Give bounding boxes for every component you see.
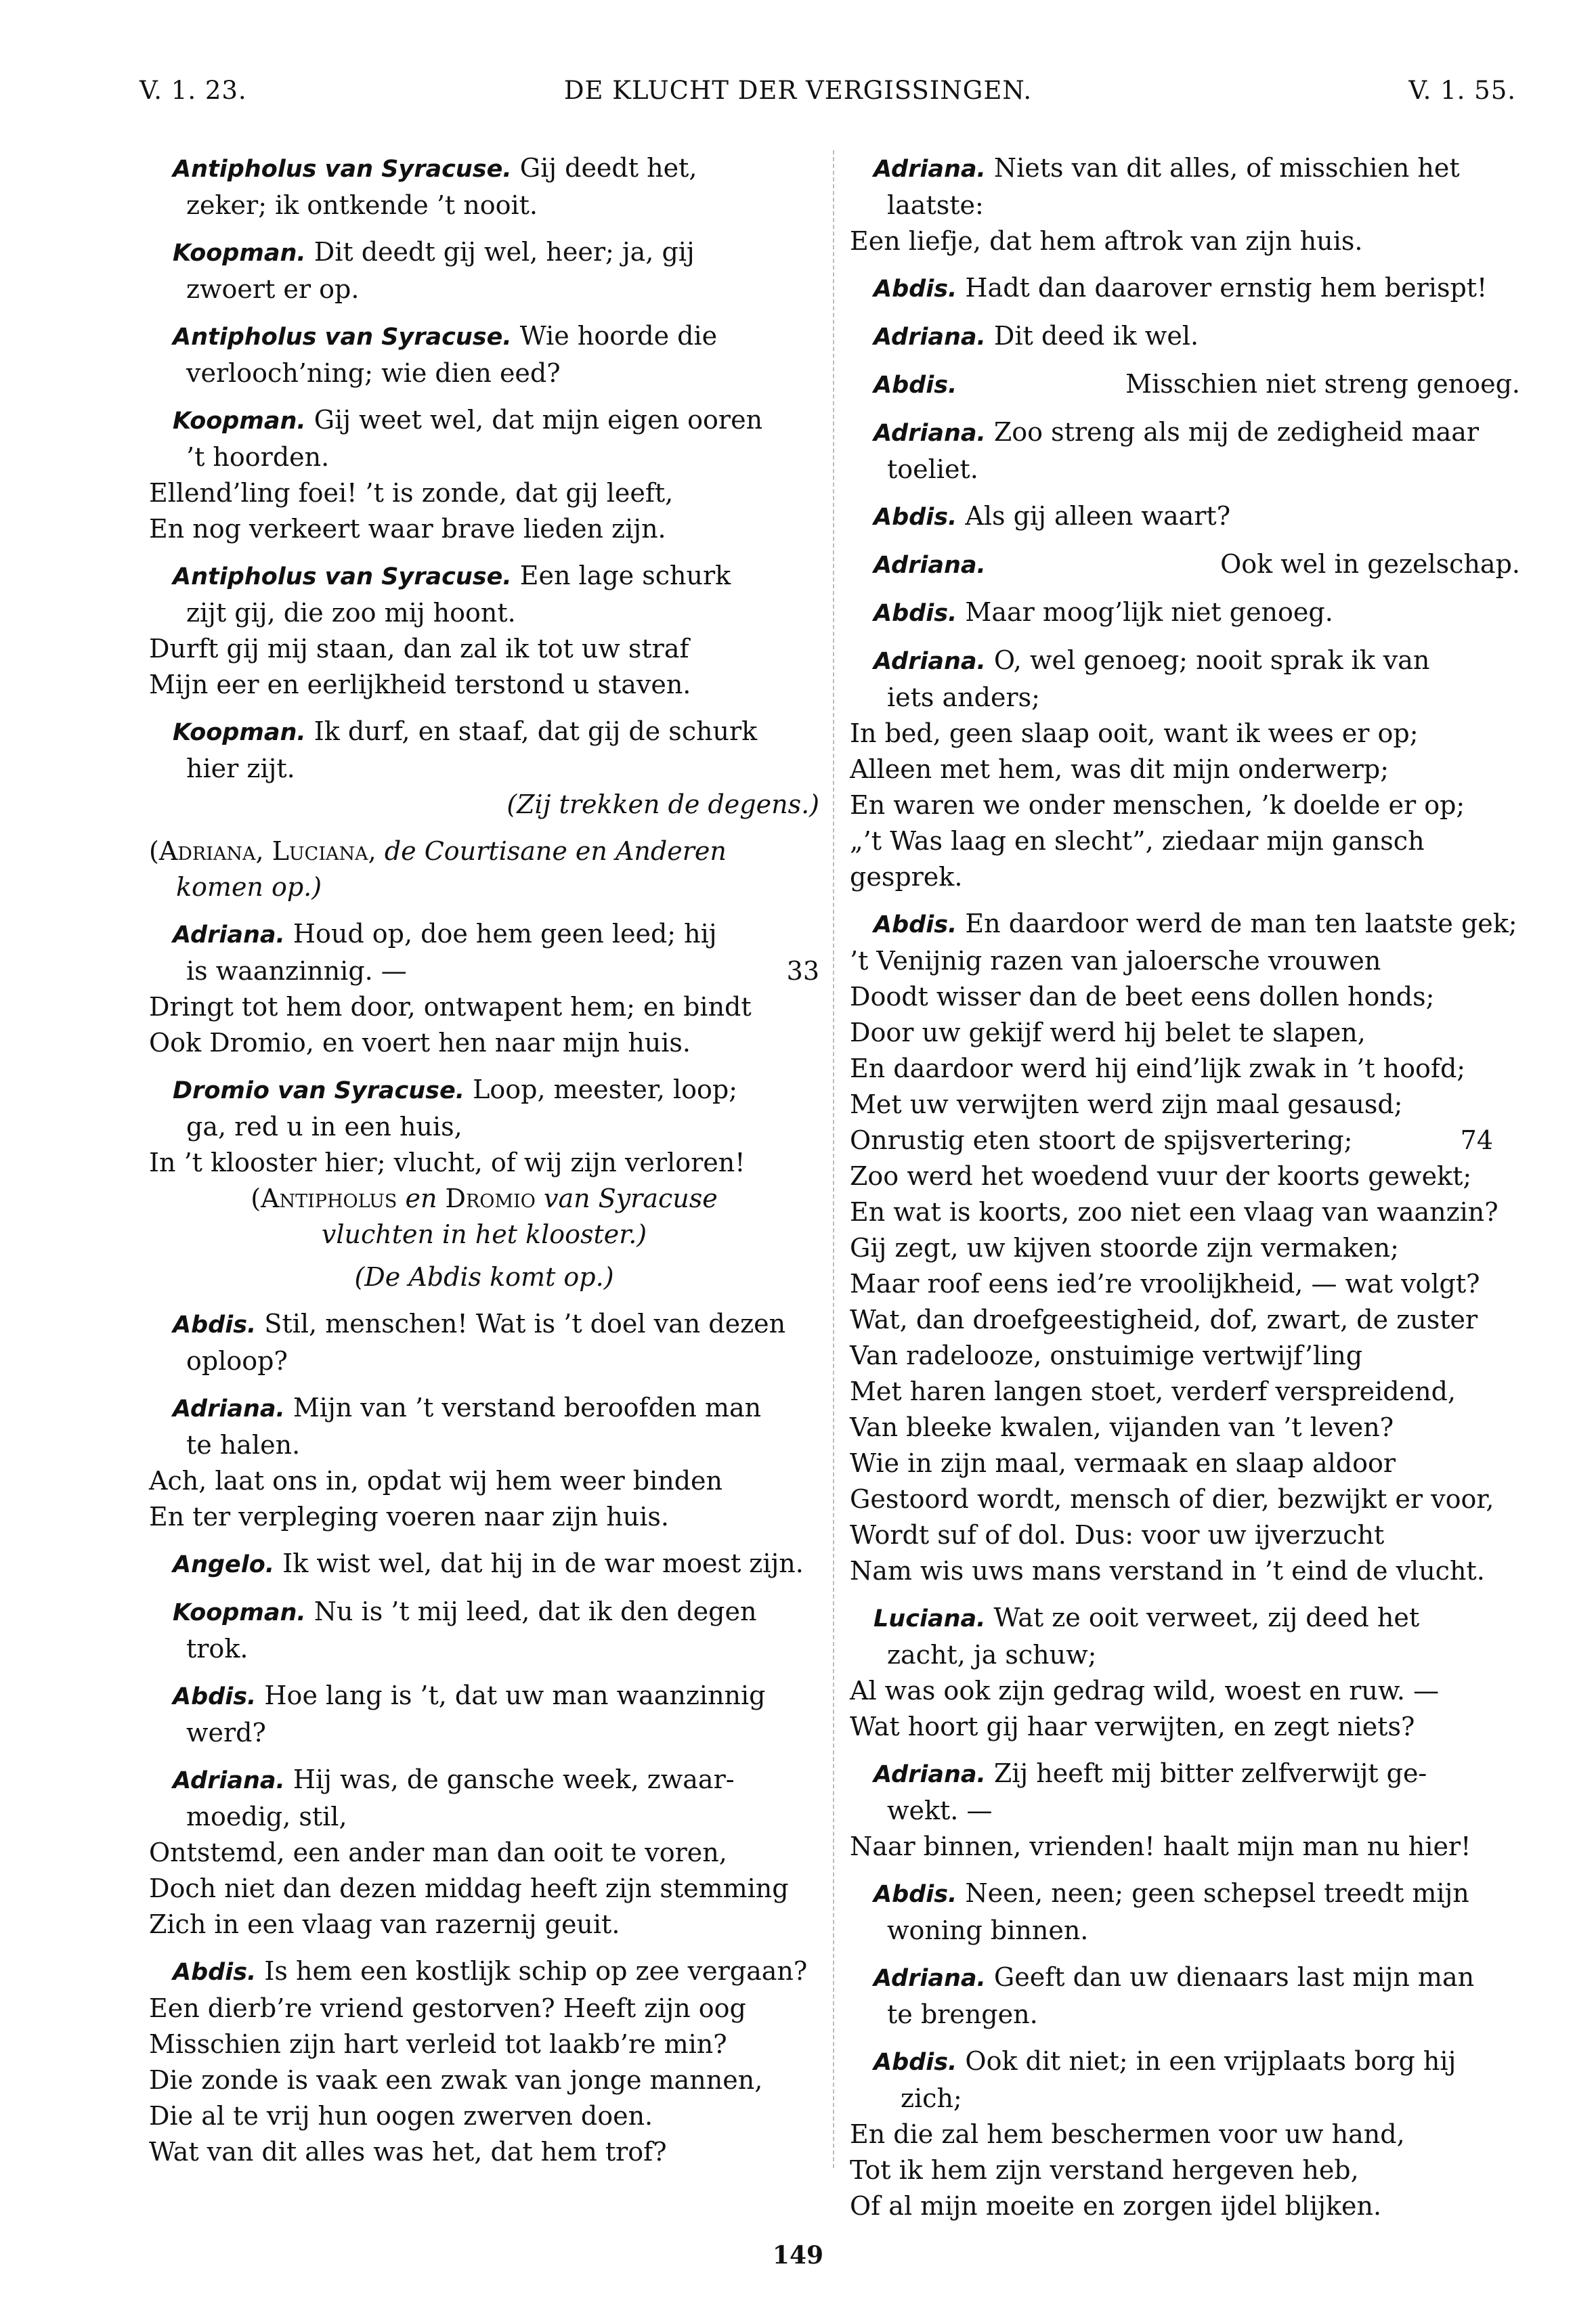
speech-line: wekt. — [887,1796,993,1825]
speech-block [850,150,1520,259]
header-left-reference: V. 1. 23. [139,76,247,105]
running-title: DE KLUCHT DER VERGISSINGEN. [563,76,1033,105]
speech-line: Adriana. Zoo streng als mij de zedigheid maar [874,417,1480,447]
speaker-name: Angelo. [173,1551,275,1578]
verse-line: Alleen met hem, was dit mijn onderwerp; [850,754,1389,784]
speech-block [149,1953,819,2170]
speech-line: zeker; ik ontkende ’t nooit. [186,190,538,220]
speech-line: Adriana. Niets van dit alles, of misschien het [874,153,1460,183]
speech-line: moedig, stil, [186,1802,347,1832]
speech-block [149,318,819,391]
verse-line: Al was ook zijn gedrag wild, woest en ruw. — [850,1676,1440,1706]
speaker-name: Luciana. [874,1605,986,1632]
speaker-name: Abdis. [874,2049,957,2076]
verse-line: „’t Was laag en slecht”, ziedaar mijn gansch gesprek. [850,826,1425,892]
speech-line: te halen. [186,1430,301,1460]
speech-line: Adriana. Houd op, doe hem geen leed; hij [173,919,717,949]
speech-line: oploop? [186,1346,288,1376]
speaker-name: Abdis. [173,1312,257,1339]
verse-line: Gij zegt, uw kijven stoorde zijn vermaken; [850,1233,1399,1263]
verse-line: Van bleeke kwalen, vijanden van ’t leven? [850,1412,1394,1442]
speech-line: Abdis. Is hem een kostlijk schip op zee vergaan? [173,1956,808,1986]
speech-line: Adriana. Geeft dan uw dienaars last mijn man [874,1962,1475,1992]
verse-line: In ’t klooster hier; vlucht, of wij zijn verloren! [149,1148,746,1177]
speech-line: Abdis. Ook dit niet; in een vrijplaats borg hij zich; [874,2046,1457,2113]
verse-line: Doch niet dan dezen middag heeft zijn stemming [149,1874,789,1903]
speech-line: Antipholus van Syracuse. Een lage schurk [173,561,731,590]
speech-block [149,150,819,223]
stage-direction: (Adriana, Luciana, de Courtisane en Anderen [149,836,727,866]
speech-line: trok. [186,1634,249,1664]
speech-line: Adriana. Ook wel in gezelschap. [874,549,1520,579]
speech-line: Luciana. Wat ze ooit verweet, zij deed het [874,1603,1420,1632]
speech-line: Adriana. O, wel genoeg; nooit sprak ik van [874,645,1430,675]
verse-line: Een liefje, dat hem aftrok van zijn huis. [850,226,1363,256]
speech-line: Koopman. Dit deedt gij wel, heer; ja, gij [173,237,695,267]
verse-line: Wat van dit alles was het, dat hem trof? [149,2137,667,2167]
verse-line: En wat is koorts, zoo niet een vlaag van waanzin? [850,1197,1498,1227]
verse-line: Die al te vrij hun oogen zwerven doen. [149,2101,653,2131]
speaker-name: Adriana. [173,1767,285,1794]
stage-direction: vluchten in het klooster.) [321,1219,647,1249]
speaker-name: Koopman. [173,240,306,267]
speaker-name: Adriana. [173,1395,285,1423]
speech-line: Dromio van Syracuse. Loop, meester, loop; [173,1075,738,1104]
speech-line: Abdis. Neen, neen; geen schepsel treedt mijn [874,1878,1469,1908]
verse-line: Doodt wisser dan de beet eens dollen honds; [850,982,1435,1012]
speaker-name: Abdis. [874,600,957,627]
speaker-name: Adriana. [874,324,986,351]
speaker-name: Koopman. [173,1599,306,1626]
speaker-name: Adriana. [874,648,986,675]
verse-line: Ach, laat ons in, opdat wij hem weer binden [149,1466,723,1496]
speech-block [149,714,819,823]
speech-line: Abdis. En daardoor werd de man ten laatste gek; [874,909,1517,938]
speaker-name: Abdis. [173,1959,257,1986]
stage-direction: (Antipholus en Dromio van Syracuse [251,1184,718,1213]
speech-line: werd? [186,1718,266,1748]
speech-block [850,318,1520,355]
verse-line: Mijn eer en eerlijkheid terstond u staven. [149,670,691,699]
verse-line: Wordt suf of dol. Dus: voor uw ijverzucht [850,1520,1385,1550]
speaker-name: Abdis. [874,911,957,938]
speaker-name: Antipholus van Syracuse. [173,156,512,183]
speaker-name: Abdis. [874,276,957,303]
speech-block [850,414,1520,488]
speech-block [149,1762,819,1943]
stage-direction: (De Abdis komt op.) [354,1262,614,1292]
speech-line: laatste: [887,190,984,220]
speech-line: woning binnen. [887,1915,1089,1945]
left-column [149,150,819,2181]
stage-direction: (Zij trekken de degens.) [506,789,819,819]
verse-line: Of al mijn moeite en zorgen ijdel blijken. [850,2191,1382,2221]
speech-block [850,906,1520,1589]
verse-line: In bed, geen slaap ooit, want ik wees er op; [850,718,1419,748]
speech-line: Abdis. Als gij alleen waart? [874,501,1231,531]
verse-line: Zoo werd het woedend vuur der koorts gewekt; [850,1161,1472,1191]
verse-line: En daardoor werd hij eind’lijk zwak in ’t hoofd; [850,1054,1466,1083]
verse-line: ’t Venijnig razen van jaloersche vrouwen [850,946,1381,976]
speech-block [149,558,819,703]
verse-line: Naar binnen, vrienden! haalt mijn man nu hier! [850,1832,1471,1861]
verse-line: Misschien zijn hart verleid tot laakb’re min? [149,2029,727,2059]
speech-block [149,916,819,1061]
verse-line: Die zonde is vaak een zwak van jonge mannen, [149,2065,763,2095]
speech-block [149,1678,819,1751]
speech-block [850,270,1520,307]
speaker-name: Abdis. [874,1881,957,1908]
speech-block [850,366,1520,404]
speaker-name: Abdis. [173,1683,257,1710]
speaker-name: Adriana. [874,420,986,447]
verse-line: Ook Dromio, en voert hen naar mijn huis. [149,1028,691,1058]
speech-line: zwoert er op. [186,274,360,304]
right-column [850,150,1520,2235]
speech-line: Abdis. Hadt dan daarover ernstig hem berispt! [874,273,1488,303]
verse-line: Tot ik hem zijn verstand hergeven heb, [850,2155,1359,2185]
speaker-name: Adriana. [874,1965,986,1992]
line-number: 33 [786,956,819,986]
speech-line: Adriana. Hij was, de gansche week, zwaar- [173,1764,735,1794]
verse-line: Een dierb’re vriend gestorven? Heeft zijn oog [149,1993,746,2023]
verse-line: Met uw verwijten werd zijn maal gesausd; [850,1089,1403,1119]
speech-line: iets anders; [887,683,1040,712]
speech-block [850,1600,1520,1745]
column-divider [833,150,834,2168]
verse-line: Durft gij mij staan, dan zal ik tot uw straf [149,634,689,664]
speech-line: Angelo. Ik wist wel, dat hij in de war moest zijn. [173,1549,804,1578]
stage-direction: komen op.) [176,872,322,902]
speech-line: is waanzinnig. — 33 [149,953,819,989]
verse-line: Wat hoort gij haar verwijten, en zegt niets? [850,1712,1415,1741]
speech-block [149,1546,819,1583]
speech-line: toeliet. [887,454,978,484]
verse-line: En ter verpleging voeren naar zijn huis. [149,1502,669,1532]
verse-line: En nog verkeert waar brave lieden zijn. [149,514,666,544]
speech-block [149,1072,819,1295]
speech-block [850,643,1520,895]
speech-line: Abdis. Misschien niet streng genoeg. [874,369,1520,399]
speech-line: Koopman. Gij weet wel, dat mijn eigen ooren [173,405,763,435]
speech-line: ga, red u in een huis, [186,1112,462,1142]
speech-line: Antipholus van Syracuse. Wie hoorde die [173,321,718,351]
verse-line: Ellend’ling foei! ’t is zonde, dat gij leeft, [149,478,674,508]
verse-line: En die zal hem beschermen voor uw hand, [850,2119,1405,2149]
speaker-name: Koopman. [173,408,306,435]
speaker-name: Antipholus van Syracuse. [173,563,512,590]
speech-block [149,402,819,547]
speech-block [850,546,1520,584]
speech-block [850,1876,1520,1949]
speaker-name: Adriana. [874,156,986,183]
speaker-name: Antipholus van Syracuse. [173,324,512,351]
speech-block [850,2043,1520,2224]
speech-line: te brengen. [887,1999,1038,2029]
verse-line: Van radelooze, onstuimige vertwijf’ling [850,1341,1363,1370]
speech-block [149,1306,819,1379]
speaker-name: Adriana. [874,552,986,579]
verse-line: Met haren langen stoet, verderf verspreidend, [850,1377,1456,1406]
speech-line: Adriana. Dit deed ik wel. [874,321,1199,351]
page-number: 149 [772,2241,824,2270]
stage-direction-block [149,833,819,905]
speech-line: hier zijt. [186,754,295,783]
verse-line: Maar roof eens ied’re vroolijkheid, — wat volgt? [850,1269,1480,1299]
verse-line: Onrustig eten stoort de spijsvertering; 74 [850,1123,1520,1158]
speaker-name: Abdis. [874,372,957,399]
speech-line: Adriana. Zij heeft mij bitter zelfverwijt ge- [874,1758,1427,1788]
speech-line: Koopman. Ik durf, en staaf, dat gij de schurk [173,716,758,746]
verse-line: Ontstemd, een ander man dan ooit te voren, [149,1838,727,1867]
speech-line: Koopman. Nu is ’t mij leed, dat ik den degen [173,1597,757,1626]
speaker-name: Abdis. [874,504,957,531]
speech-line: Antipholus van Syracuse. Gij deedt het, [173,153,697,183]
line-number: 74 [1460,1125,1493,1155]
speech-block [850,1959,1520,2033]
speech-block [850,1756,1520,1865]
speech-line: Adriana. Mijn van ’t verstand beroofden man [173,1393,762,1423]
speech-block [149,1594,819,1667]
speaker-name: Koopman. [173,719,306,746]
verse-line: Dringt tot hem door, ontwapent hem; en bindt [149,992,752,1022]
verse-line: Wie in zijn maal, vermaak en slaap aldoor [850,1448,1396,1478]
speech-block [850,594,1520,632]
speaker-name: Dromio van Syracuse. [173,1077,465,1104]
verse-line: Wat, dan droefgeestigheid, dof, zwart, de zuster [850,1305,1478,1335]
speech-line: zacht, ja schuw; [887,1640,1097,1670]
verse-line: Door uw gekijf werd hij belet te slapen, [850,1018,1366,1047]
speech-block [850,498,1520,536]
speech-line: verlooch’ning; wie dien eed? [186,358,561,388]
speech-line: Abdis. Hoe lang is ’t, dat uw man waanzinnig [173,1681,766,1710]
verse-line: En waren we onder menschen, ’k doelde er op; [850,790,1465,820]
verse-line: Gestoord wordt, mensch of dier, bezwijkt er voor, [850,1484,1494,1514]
verse-line: Nam wis uws mans verstand in ’t eind de vlucht. [850,1556,1485,1586]
speech-line: Abdis. Stil, menschen! Wat is ’t doel van dezen [173,1309,786,1339]
speech-line: Abdis. Maar moog’lijk niet genoeg. [874,597,1333,627]
speech-line: zijt gij, die zoo mij hoont. [186,598,516,628]
speaker-name: Adriana. [874,1761,986,1788]
speech-block [149,234,819,307]
speech-block [149,1390,819,1535]
verse-line: Zich in een vlaag van razernij geuit. [149,1909,620,1939]
speech-line: ’t hoorden. [186,442,330,472]
header-right-reference: V. 1. 55. [1408,76,1516,105]
speaker-name: Adriana. [173,922,285,949]
